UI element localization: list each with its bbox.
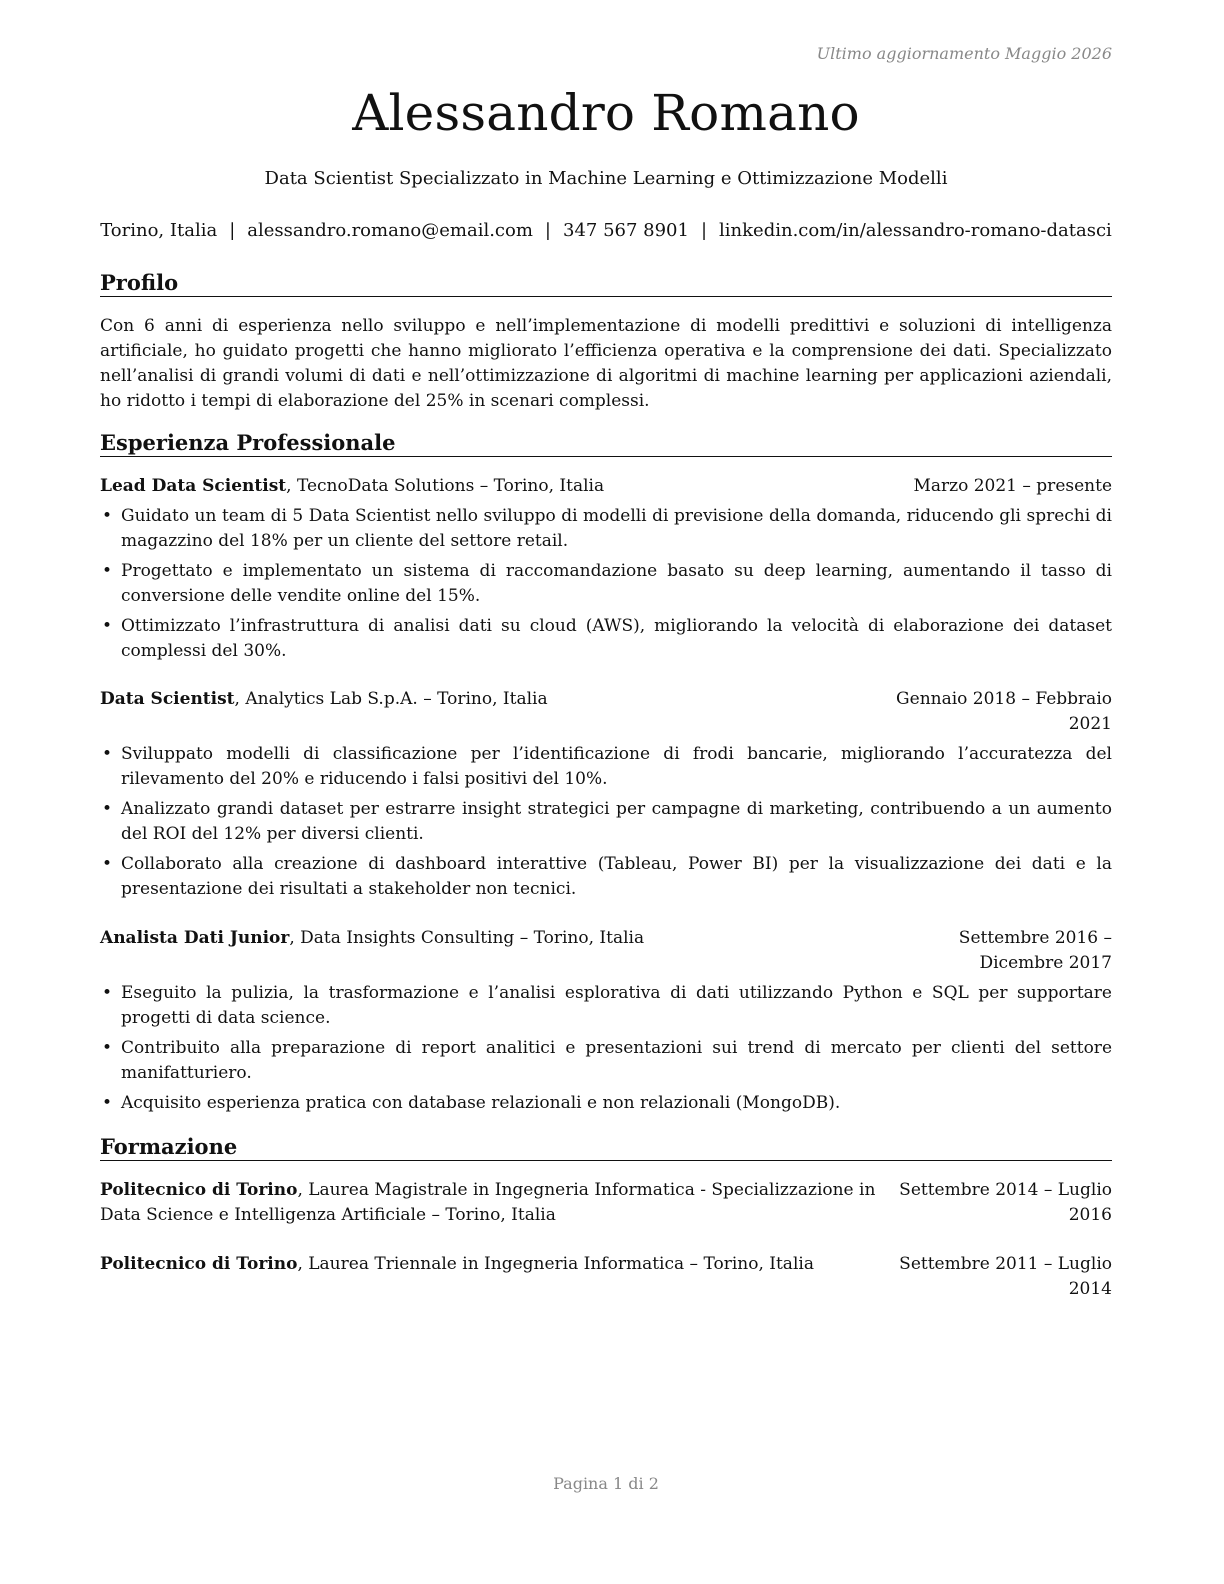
job-role: Data Scientist — [100, 689, 235, 709]
education-date: Settembre 2011 – Luglio 2014 — [899, 1254, 1112, 1299]
contact-separator: | — [544, 220, 551, 241]
contact-linkedin[interactable]: linkedin.com/in/alessandro-romano-datasci — [719, 220, 1112, 241]
education-date: Settembre 2014 – Luglio 2016 — [899, 1180, 1112, 1225]
job-org: , Data Insights Consulting – Torino, Italia — [289, 928, 645, 948]
job-date: Gennaio 2018 – Febbraio 2021 — [896, 689, 1112, 734]
contact-phone[interactable]: 347 567 8901 — [563, 220, 689, 241]
candidate-name: Alessandro Romano — [352, 84, 860, 142]
job-header — [100, 926, 1112, 973]
education-header — [100, 1252, 1112, 1299]
education-degree: , Laurea Triennale in Ingegneria Informatica – Torino, Italia — [297, 1254, 814, 1274]
profile-text: Con 6 anni di esperienza nello sviluppo e nell’implementazione di modelli predittivi e soluzioni di intelligenza artificiale, ho guidato progetti che hanno migliorato l’efficienza operativa e la comprensione dei dati. Specializzato nell’analisi di grandi volumi di dati e nell’ottimizzazione di algoritmi di machine learning per applicazioni aziendali, ho ridotto i tempi di elaborazione del 25% in scenari complessi. — [100, 316, 1112, 411]
bullet-item: • Eseguito la pulizia, la trasformazione e l’analisi esplorativa di dati utilizzando Python e SQL per supportare progetti di data science. — [100, 981, 1112, 1031]
bullet-item: • Sviluppato modelli di classificazione per l’identificazione di frodi bancarie, migliorando l’accuratezza del rilevamento del 20% e riducendo i falsi positivi del 10%. — [100, 742, 1112, 792]
job-role: Analista Dati Junior — [100, 928, 290, 948]
education-degree: , Laurea Magistrale in Ingegneria Informatica - Specializzazione in Data Science e Intelligenza Artificiale – Torino, Italia — [100, 1180, 876, 1225]
education-info — [100, 1178, 880, 1228]
education-header — [100, 1178, 1112, 1228]
section-title-profile: Profilo — [100, 270, 1112, 297]
contact-line — [100, 220, 1112, 241]
job-bullets — [100, 742, 1112, 907]
page-number: Pagina 1 di 2 — [553, 1474, 659, 1493]
bullet-item: • Contribuito alla preparazione di report analitici e presentazioni sui trend di mercato per clienti del settore manifatturiero. — [100, 1036, 1112, 1086]
section-title-education: Formazione — [100, 1134, 1112, 1161]
job-header — [100, 474, 1112, 499]
job-date: Marzo 2021 – presente — [913, 476, 1112, 496]
job-bullets — [100, 504, 1112, 669]
education-school: Politecnico di Torino — [100, 1254, 298, 1274]
bullet-item: • Analizzato grandi dataset per estrarre insight strategici per campagne di marketing, contribuendo a un aumento del ROI del 12% per diversi clienti. — [100, 797, 1112, 847]
contact-location: Torino, Italia — [100, 220, 218, 241]
bullet-item: • Acquisito esperienza pratica con database relazionali e non relazionali (MongoDB). — [100, 1091, 1112, 1116]
bullet-item: • Guidato un team di 5 Data Scientist nello sviluppo di modelli di previsione della domanda, riducendo gli sprechi di magazzino del 18% per un cliente del settore retail. — [100, 504, 1112, 554]
job-org: , Analytics Lab S.p.A. – Torino, Italia — [234, 689, 548, 709]
candidate-subtitle: Data Scientist Specializzato in Machine Learning e Ottimizzazione Modelli — [264, 168, 948, 189]
job-org: , TecnoData Solutions – Torino, Italia — [286, 476, 605, 496]
education-school: Politecnico di Torino — [100, 1180, 298, 1200]
bullet-item: • Ottimizzato l’infrastruttura di analisi dati su cloud (AWS), migliorando la velocità di elaborazione dei dataset complessi del 30%. — [100, 614, 1112, 664]
contact-separator: | — [700, 220, 708, 241]
contact-email[interactable]: alessandro.romano@email.com — [247, 220, 533, 241]
education-info — [100, 1252, 860, 1277]
bullet-item: • Progettato e implementato un sistema di raccomandazione basato su deep learning, aumentando il tasso di conversione delle vendite online del 15%. — [100, 559, 1112, 609]
last-updated: Ultimo aggiornamento Maggio 2026 — [816, 44, 1112, 63]
job-date: Settembre 2016 – Dicembre 2017 — [958, 928, 1112, 973]
job-header — [100, 687, 1112, 734]
job-role: Lead Data Scientist — [100, 476, 287, 496]
bullet-item: • Collaborato alla creazione di dashboard interattive (Tableau, Power BI) per la visualizzazione dei dati e la presentazione dei risultati a stakeholder non tecnici. — [100, 852, 1112, 902]
job-bullets — [100, 981, 1112, 1121]
section-title-experience: Esperienza Professionale — [100, 430, 1112, 457]
contact-separator: | — [229, 220, 236, 241]
